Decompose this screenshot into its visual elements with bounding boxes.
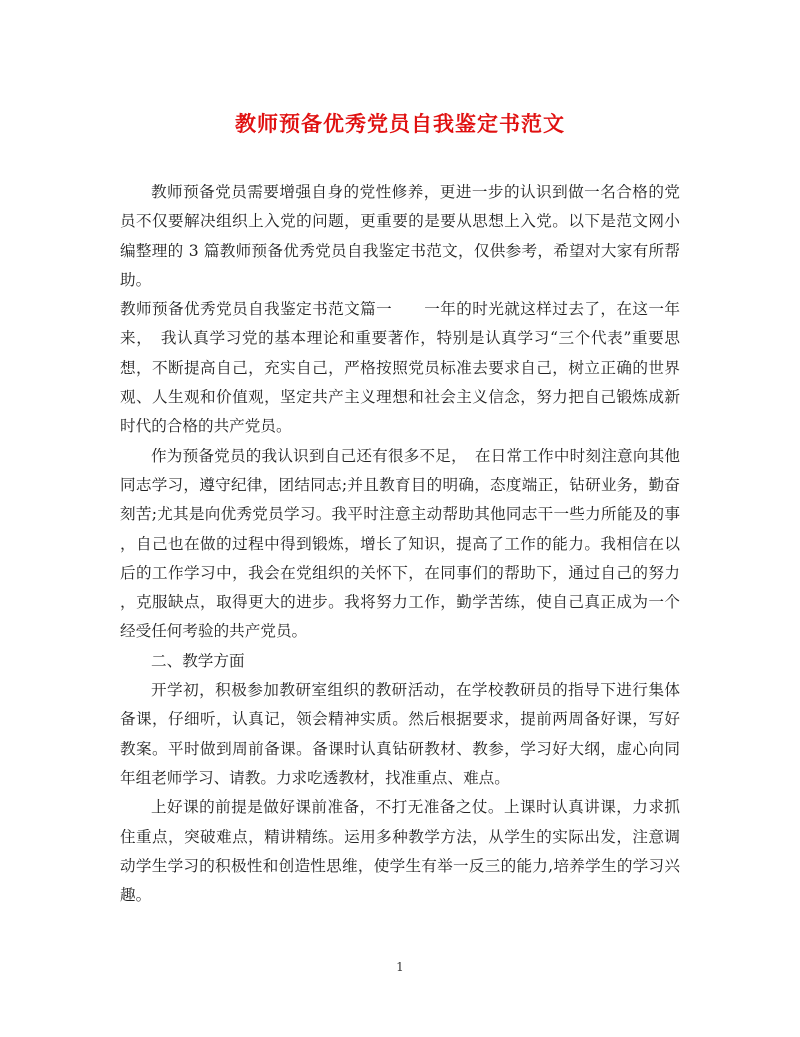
text-line: 教师预备党员需要增强自身的党性修养，更进一步的认识到做一名合格的党 — [151, 183, 680, 201]
text-line: 助。 — [120, 270, 152, 289]
text-line: 刻苦;尤其是向优秀党员学习。我平时注意主动帮助其他同志干一些力所能及的事 — [120, 505, 680, 524]
text-line: 后的工作学习中，我会在党组织的关怀下，在同事们的帮助下，通过自己的努力 — [120, 563, 680, 582]
section-heading: 二、教学方面 — [151, 651, 245, 670]
text-line: 员不仅要解决组织上入党的问题，更重要的是要从思想上入党。以下是范文网小 — [120, 212, 680, 231]
text-line: 住重点，突破难点，精讲精练。运用多种教学方法，从学生的实际出发，注意调 — [120, 827, 680, 846]
document-title: 教师预备优秀党员自我鉴定书范文 — [235, 111, 565, 136]
text-line: 教师预备优秀党员自我鉴定书范文篇一 一年的时光就这样过去了，在这一年 — [120, 300, 680, 319]
text-line: 同志学习，遵守纪律，团结同志;并且教育目的明确，态度端正，钻研业务，勤奋 — [120, 475, 680, 494]
document-body — [120, 178, 680, 910]
text-line: 作为预备党员的我认识到自己还有很多不足， 在日常工作中时刻注意向其他 — [151, 446, 680, 465]
text-line: 趣。 — [120, 886, 152, 905]
text-line: ，克服缺点，取得更大的进步。我将努力工作，勤学苦练，使自己真正成为一个 — [120, 593, 680, 612]
text-line: 经受任何考验的共产党员。 — [120, 622, 308, 641]
text-line: ，自己也在做的过程中得到锻炼，增长了知识，提高了工作的能力。我相信在以 — [120, 534, 680, 553]
text-line: 观、人生观和价值观，坚定共产主义理想和社会主义信念，努力把自己锻炼成新 — [120, 388, 680, 407]
page-number: 1 — [396, 960, 404, 974]
text-line: 教案。平时做到周前备课。备课时认真钻研教材、教参，学习好大纲，虚心向同 — [120, 739, 680, 758]
text-line: 时代的合格的共产党员。 — [120, 417, 292, 436]
text-line: 编整理的 3 篇教师预备优秀党员自我鉴定书范文，仅供参考，希望对大家有所帮 — [120, 241, 680, 260]
text-line: 备课，仔细听，认真记，领会精神实质。然后根据要求，提前两周备好课，写好 — [120, 710, 680, 729]
text-line: 来， 我认真学习党的基本理论和重要著作，特别是认真学习“三个代表”重要思 — [120, 329, 680, 348]
text-line: 动学生学习的积极性和创造性思维，使学生有举一反三的能力,培养学生的学习兴 — [120, 856, 680, 875]
text-line: 年组老师学习、请教。力求吃透教材，找准重点、难点。 — [120, 768, 510, 787]
text-line: 上好课的前提是做好课前准备，不打无准备之仗。上课时认真讲课，力求抓 — [151, 798, 680, 817]
text-line: 想，不断提高自己，充实自己，严格按照党员标准去要求自己，树立正确的世界 — [120, 358, 680, 377]
text-line: 开学初，积极参加教研室组织的教研活动，在学校教研员的指导下进行集体 — [151, 681, 680, 700]
